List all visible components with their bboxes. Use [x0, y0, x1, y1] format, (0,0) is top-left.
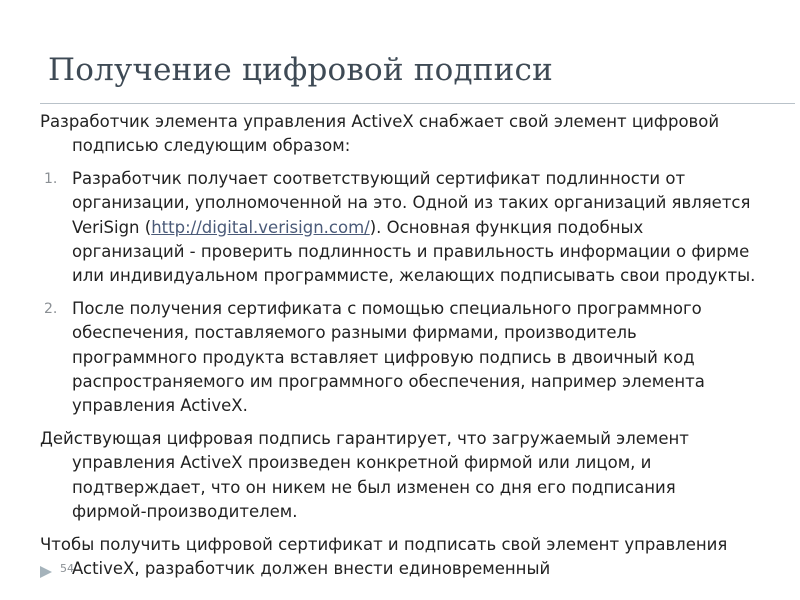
title-divider — [40, 103, 795, 104]
intro-paragraph: Разработчик элемента управления ActiveX снабжает свой элемент цифровой подписью следующим образом: — [40, 112, 720, 156]
slide-nav-arrow-icon — [40, 566, 52, 578]
slide-number: 54 — [60, 562, 74, 575]
list-item-1 — [0, 167, 800, 289]
list-item-1-text — [72, 169, 755, 286]
signature-guarantee-paragraph: Действующая цифровая подпись гарантирует, что загружаемый элемент управления ActiveX произведен конкретной фирмой или лицом, и подтверждает, что он никем не был изменен со дня его подписания фирмой-производителем. — [40, 428, 689, 522]
slide-body — [0, 110, 800, 589]
list-number-2: 2. — [44, 300, 58, 317]
list-item-1-text-after: ). Основная функция подобных организаций - проверить подлинность и правильность информации о фирме или индивидуальном программисте, желающих подписывать свои продукты. — [72, 217, 756, 286]
slide-title: Получение цифровой подписи — [48, 52, 553, 88]
verisign-link[interactable]: http://digital.verisign.com/ — [151, 217, 370, 237]
certificate-paragraph: Чтобы получить цифровой сертификат и подписать свой элемент управления ActiveX, разработчик должен внести единовременный — [40, 534, 728, 578]
list-number-1: 1. — [44, 170, 58, 187]
list-item-1-text-before: Разработчик получает соответствующий сертификат подлинности от организации, уполномоченной на это. Одной из таких организаций является VeriSign ( — [72, 168, 751, 237]
list-item-2 — [0, 297, 800, 419]
list-item-2-text: После получения сертификата с помощью специального программного обеспечения, поставляемого разными фирмами, производитель программного продукта вставляет цифровую подпись в двоичный код распространяемого им программного обеспечения, например элемента управления ActiveX. — [72, 298, 705, 416]
